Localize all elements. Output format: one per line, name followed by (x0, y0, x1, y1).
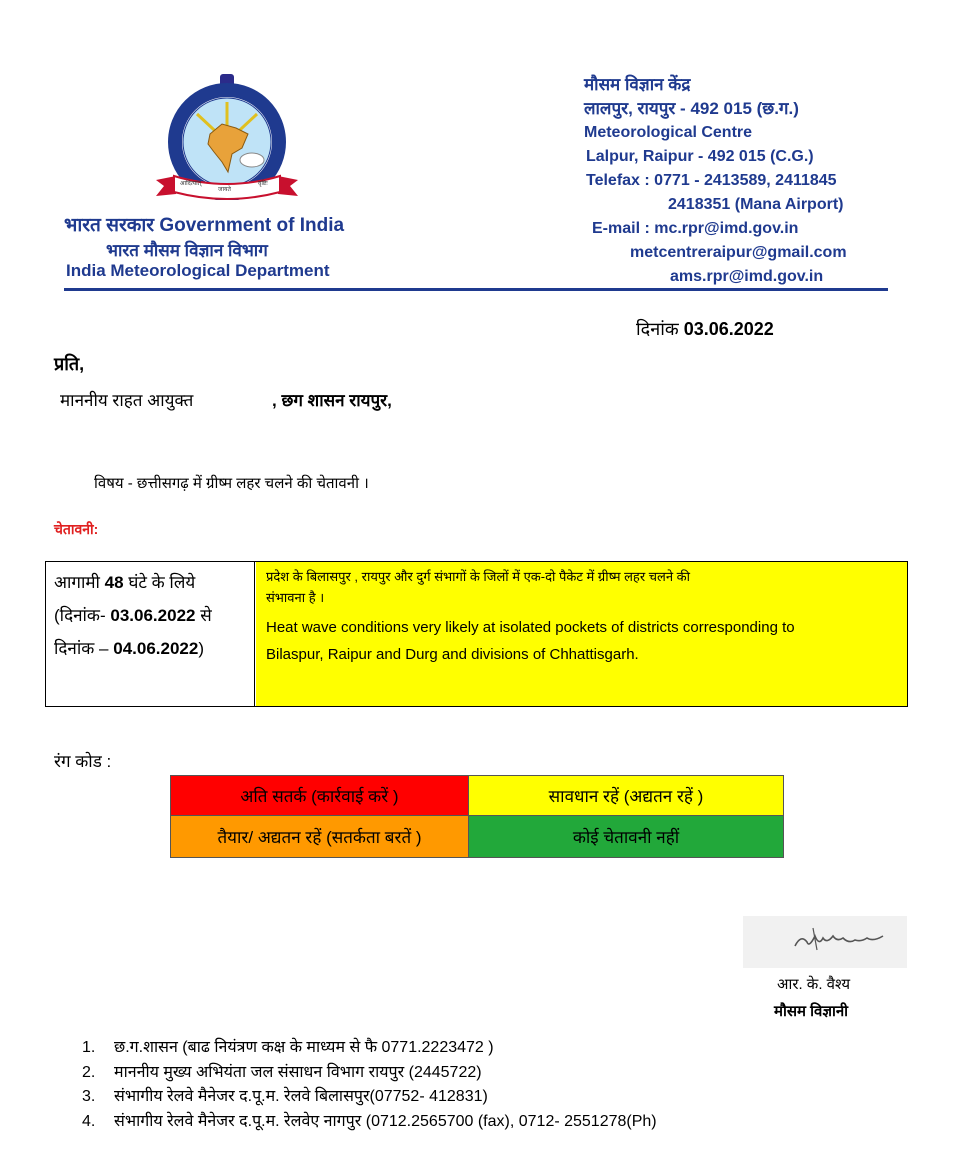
warning-hindi-line1: प्रदेश के बिलासपुर , रायपुर और दुर्ग संभागों के जिलों में एक-दो पैकेट में ग्रीष्म लहर चलने की (266, 569, 691, 584)
signatory-name: आर. के. वैश्य (777, 976, 851, 993)
centre-english-address: Lalpur, Raipur - 492 015 (C.G.) (586, 148, 814, 165)
ribbon-center-text: जायते (218, 187, 231, 193)
warning-end-date: 04.06.2022 (113, 639, 199, 658)
warning-period-line1: आगामी 48 घंटे के लिये (54, 573, 196, 592)
warning-start-date: 03.06.2022 (110, 606, 196, 625)
telefax: Telefax : 0771 - 2413589, 2411845 (586, 172, 837, 189)
list-item: 1. छ.ग.शासन (बाढ नियंत्रण कक्ष के माध्यम से फै 0771.2223472 ) (82, 1039, 494, 1056)
list-item: 4. संभागीय रेलवे मैनेजर द.पू.म. रेलवेए नागपुर (0712.2565700 (fax), 0712- 2551278(Ph) (82, 1112, 657, 1130)
imd-emblem-icon (152, 72, 302, 200)
warning-text-cell (256, 562, 907, 706)
imd-hindi-title: भारत मौसम विज्ञान विभाग (106, 241, 268, 260)
letter-date (636, 317, 774, 341)
warning-english-line2: Bilaspur, Raipur and Durg and divisions of Chhattisgarh. (266, 646, 639, 663)
email-ams: ams.rpr@imd.gov.in (670, 268, 824, 285)
warning-table (45, 561, 908, 707)
ribbon-right-text: वृष्टिः (258, 181, 268, 187)
signatory-designation: मौसम विज्ञानी (774, 1003, 849, 1020)
warning-period-line3: दिनांक – 04.06.2022) (54, 639, 205, 658)
imd-english-title: India Meteorological Department (66, 261, 330, 280)
centre-address-block (584, 73, 894, 289)
email-gmail: metcentreraipur@gmail.com (630, 244, 847, 261)
warning-period-line2: (दिनांक- 03.06.2022 से (54, 606, 212, 625)
centre-hindi-name: मौसम विज्ञान केंद्र (584, 75, 691, 94)
signature-image (743, 916, 907, 968)
color-code-label: रंग कोड : (54, 752, 112, 771)
warning-label: चेतावनी: (54, 521, 99, 537)
list-item: 2. माननीय मुख्य अभियंता जल संसाधन विभाग रायपुर (2445722) (82, 1063, 482, 1081)
addressee-name: माननीय राहत आयुक्त (60, 391, 194, 410)
code-cell-red: अति सतर्क (कार्रवाई करें ) (171, 776, 469, 816)
code-cell-yellow: सावधान रहें (अद्यतन रहें ) (469, 776, 783, 816)
handwritten-signature-icon (743, 916, 907, 968)
warning-english-line1: Heat wave conditions very likely at isolated pockets of districts corresponding to (266, 619, 795, 636)
date-label: दिनांक (636, 319, 679, 339)
ribbon-left-text: आदित्यात् (180, 181, 202, 187)
imd-logo (152, 72, 302, 200)
telefax-airport: 2418351 (Mana Airport) (668, 196, 844, 213)
list-item: 3. संभागीय रेलवे मैनेजर द.पू.म. रेलवे बिलासपुर(07752- 412831) (82, 1088, 488, 1105)
copy-to-list (82, 1036, 657, 1134)
govt-of-india-title: भारत सरकार Government of India (64, 215, 345, 236)
centre-english-name: Meteorological Centre (584, 124, 753, 141)
subject-line: विषय - छत्तीसगढ़ में ग्रीष्म लहर चलने की चेतावनी । (94, 475, 369, 492)
header-divider (64, 288, 888, 291)
warning-hindi-line2: संभावना है । (266, 590, 325, 605)
warning-hours: 48 (104, 573, 124, 592)
addressee-rest: , छग शासन रायपुर, (272, 391, 392, 410)
email-primary: E-mail : mc.rpr@imd.gov.in (592, 220, 799, 237)
centre-hindi-address: लालपुर, रायपुर - 492 015 (छ.ग.) (584, 99, 799, 118)
date-value: 03.06.2022 (683, 319, 774, 339)
code-cell-orange: तैयार/ अद्यतन रहें (सतर्कता बरतें ) (171, 816, 469, 857)
warning-period-cell (46, 562, 255, 706)
code-cell-green: कोई चेतावनी नहीं (469, 816, 783, 857)
to-label: प्रति, (54, 354, 85, 374)
color-code-table (170, 775, 784, 858)
